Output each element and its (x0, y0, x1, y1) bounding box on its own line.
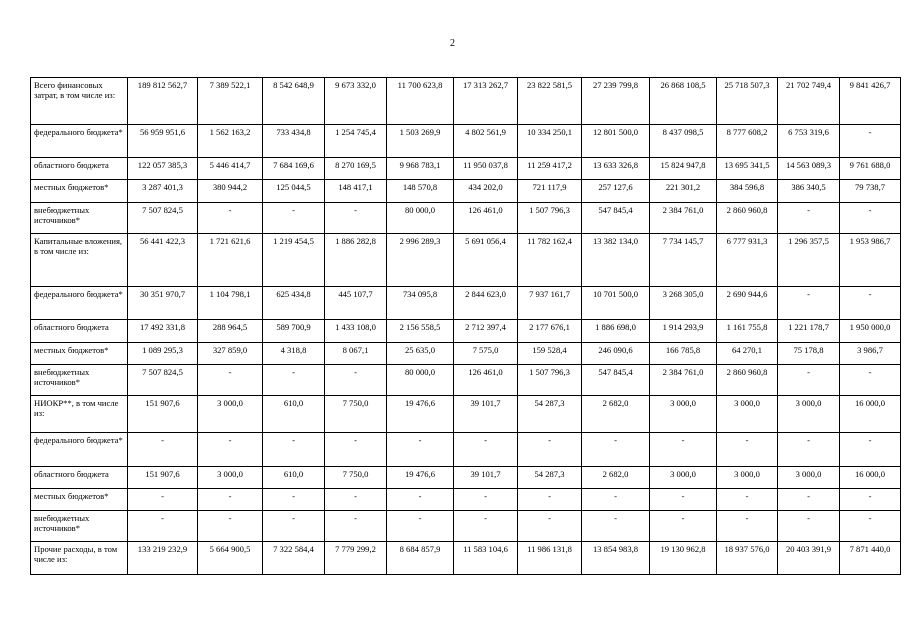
value-cell: 2 690 944,6 (717, 287, 778, 320)
value-cell: 246 090,6 (582, 343, 650, 365)
value-cell: - (840, 365, 901, 396)
table-row (31, 158, 901, 180)
value-cell: 8 777 608,2 (717, 125, 778, 158)
value-cell: 1 886 282,8 (325, 234, 387, 287)
value-cell: 11 950 037,8 (454, 158, 518, 180)
value-cell: - (198, 365, 263, 396)
value-cell: 2 682,0 (582, 396, 650, 433)
value-cell: - (582, 433, 650, 467)
value-cell: 1 562 163,2 (198, 125, 263, 158)
value-cell: 3 986,7 (840, 343, 901, 365)
value-cell: - (778, 287, 840, 320)
table-row (31, 365, 901, 396)
value-cell: 2 384 761,0 (650, 365, 717, 396)
row-label: областного бюджета (31, 158, 128, 180)
value-cell: 17 313 262,7 (454, 78, 518, 125)
value-cell: - (325, 203, 387, 234)
value-cell: 19 130 962,8 (650, 542, 717, 575)
value-cell: 80 000,0 (387, 203, 454, 234)
value-cell: - (650, 511, 717, 542)
row-label: федерального бюджета* (31, 125, 128, 158)
table-row (31, 78, 901, 125)
value-cell: 16 000,0 (840, 467, 901, 489)
value-cell: 2 844 623,0 (454, 287, 518, 320)
value-cell: - (840, 511, 901, 542)
value-cell: 9 673 332,0 (325, 78, 387, 125)
value-cell: 1 219 454,5 (263, 234, 325, 287)
row-label: областного бюджета (31, 467, 128, 489)
value-cell: 7 507 824,5 (128, 203, 198, 234)
table-row (31, 489, 901, 511)
value-cell: 11 782 162,4 (518, 234, 582, 287)
value-cell: - (650, 489, 717, 511)
value-cell: - (325, 365, 387, 396)
page-number: 2 (450, 38, 455, 49)
value-cell: 221 301,2 (650, 180, 717, 203)
value-cell: 1 886 698,0 (582, 320, 650, 343)
value-cell: 4 318,8 (263, 343, 325, 365)
value-cell: - (717, 433, 778, 467)
value-cell: 21 702 749,4 (778, 78, 840, 125)
value-cell: 547 845,4 (582, 203, 650, 234)
value-cell: 8 542 648,9 (263, 78, 325, 125)
value-cell: 189 812 562,7 (128, 78, 198, 125)
value-cell: - (840, 433, 901, 467)
value-cell: 148 417,1 (325, 180, 387, 203)
value-cell: 7 871 440,0 (840, 542, 901, 575)
value-cell: - (263, 433, 325, 467)
value-cell: 13 382 134,0 (582, 234, 650, 287)
value-cell: 13 695 341,5 (717, 158, 778, 180)
value-cell: - (840, 125, 901, 158)
value-cell: 2 860 960,8 (717, 203, 778, 234)
value-cell: 380 944,2 (198, 180, 263, 203)
value-cell: 64 270,1 (717, 343, 778, 365)
value-cell: 11 259 417,2 (518, 158, 582, 180)
value-cell: 257 127,6 (582, 180, 650, 203)
value-cell: 2 177 676,1 (518, 320, 582, 343)
value-cell: - (325, 489, 387, 511)
value-cell: 1 296 357,5 (778, 234, 840, 287)
value-cell: 9 761 688,0 (840, 158, 901, 180)
value-cell: 733 434,8 (263, 125, 325, 158)
value-cell: - (263, 489, 325, 511)
value-cell: 434 202,0 (454, 180, 518, 203)
value-cell: 6 777 931,3 (717, 234, 778, 287)
row-label: Прочие расходы, в том числе из: (31, 542, 128, 575)
value-cell: - (263, 511, 325, 542)
value-cell: 610,0 (263, 396, 325, 433)
value-cell: 7 684 169,6 (263, 158, 325, 180)
value-cell: 2 384 761,0 (650, 203, 717, 234)
value-cell: 1 161 755,8 (717, 320, 778, 343)
value-cell: 151 907,6 (128, 467, 198, 489)
value-cell: 11 700 623,8 (387, 78, 454, 125)
value-cell: - (325, 433, 387, 467)
value-cell: 5 446 414,7 (198, 158, 263, 180)
value-cell: 27 239 799,8 (582, 78, 650, 125)
row-label: внебюджетных источников* (31, 203, 128, 234)
value-cell: 7 575,0 (454, 343, 518, 365)
value-cell: - (518, 511, 582, 542)
value-cell: 3 287 401,3 (128, 180, 198, 203)
value-cell: 445 107,7 (325, 287, 387, 320)
value-cell: 75 178,8 (778, 343, 840, 365)
value-cell: 9 841 426,7 (840, 78, 901, 125)
value-cell: 7 734 145,7 (650, 234, 717, 287)
value-cell: 18 937 576,0 (717, 542, 778, 575)
value-cell: 547 845,4 (582, 365, 650, 396)
value-cell: 122 057 385,3 (128, 158, 198, 180)
row-label: Капитальные вложения, в том числе из: (31, 234, 128, 287)
value-cell: 1 507 796,3 (518, 365, 582, 396)
value-cell: 1 254 745,4 (325, 125, 387, 158)
value-cell: - (778, 433, 840, 467)
value-cell: 386 340,5 (778, 180, 840, 203)
value-cell: 2 860 960,8 (717, 365, 778, 396)
value-cell: - (840, 287, 901, 320)
value-cell: - (198, 433, 263, 467)
value-cell: 54 287,3 (518, 396, 582, 433)
value-cell: - (840, 489, 901, 511)
value-cell: 54 287,3 (518, 467, 582, 489)
value-cell: 1 507 796,3 (518, 203, 582, 234)
table-row (31, 320, 901, 343)
value-cell: - (198, 489, 263, 511)
value-cell: - (650, 433, 717, 467)
row-label: федерального бюджета* (31, 287, 128, 320)
table-row (31, 234, 901, 287)
value-cell: 17 492 331,8 (128, 320, 198, 343)
table-row (31, 203, 901, 234)
row-label: федерального бюджета* (31, 433, 128, 467)
value-cell: - (325, 511, 387, 542)
value-cell: 125 044,5 (263, 180, 325, 203)
value-cell: 151 907,6 (128, 396, 198, 433)
value-cell: 7 937 161,7 (518, 287, 582, 320)
value-cell: 133 219 232,9 (128, 542, 198, 575)
value-cell: 4 802 561,9 (454, 125, 518, 158)
value-cell: 13 633 326,8 (582, 158, 650, 180)
row-label: областного бюджета (31, 320, 128, 343)
value-cell: 26 868 108,5 (650, 78, 717, 125)
value-cell: 1 950 000,0 (840, 320, 901, 343)
value-cell: 3 000,0 (650, 396, 717, 433)
value-cell: 3 268 305,0 (650, 287, 717, 320)
row-label: внебюджетных источников* (31, 511, 128, 542)
value-cell: - (518, 489, 582, 511)
value-cell: 3 000,0 (717, 467, 778, 489)
value-cell: 2 156 558,5 (387, 320, 454, 343)
value-cell: 2 996 289,3 (387, 234, 454, 287)
value-cell: 11 583 104,6 (454, 542, 518, 575)
table-row (31, 287, 901, 320)
value-cell: 384 596,8 (717, 180, 778, 203)
value-cell: 15 824 947,8 (650, 158, 717, 180)
value-cell: 126 461,0 (454, 203, 518, 234)
value-cell: 19 476,6 (387, 467, 454, 489)
value-cell: 10 334 250,1 (518, 125, 582, 158)
value-cell: 1 503 269,9 (387, 125, 454, 158)
value-cell: 3 000,0 (198, 396, 263, 433)
value-cell: 1 104 798,1 (198, 287, 263, 320)
value-cell: 9 968 783,1 (387, 158, 454, 180)
row-label: НИОКР**, в том числе из: (31, 396, 128, 433)
value-cell: - (778, 511, 840, 542)
table-row (31, 396, 901, 433)
value-cell: 10 701 500,0 (582, 287, 650, 320)
value-cell: 12 801 500,0 (582, 125, 650, 158)
value-cell: - (454, 433, 518, 467)
value-cell: - (717, 511, 778, 542)
value-cell: 56 441 422,3 (128, 234, 198, 287)
table-row (31, 343, 901, 365)
value-cell: - (582, 511, 650, 542)
value-cell: 1 953 986,7 (840, 234, 901, 287)
value-cell: 7 779 299,2 (325, 542, 387, 575)
value-cell: - (454, 489, 518, 511)
value-cell: 3 000,0 (198, 467, 263, 489)
value-cell: 5 664 900,5 (198, 542, 263, 575)
value-cell: 1 914 293,9 (650, 320, 717, 343)
value-cell: - (128, 489, 198, 511)
value-cell: 14 563 089,3 (778, 158, 840, 180)
table-row (31, 125, 901, 158)
value-cell: 2 712 397,4 (454, 320, 518, 343)
value-cell: 20 403 391,9 (778, 542, 840, 575)
value-cell: 1 433 108,0 (325, 320, 387, 343)
value-cell: 25 718 507,3 (717, 78, 778, 125)
row-label: местных бюджетов* (31, 180, 128, 203)
value-cell: 5 691 056,4 (454, 234, 518, 287)
value-cell: 3 000,0 (717, 396, 778, 433)
value-cell: 25 635,0 (387, 343, 454, 365)
value-cell: 16 000,0 (840, 396, 901, 433)
value-cell: 7 750,0 (325, 396, 387, 433)
value-cell: 7 322 584,4 (263, 542, 325, 575)
value-cell: - (387, 489, 454, 511)
value-cell: 3 000,0 (650, 467, 717, 489)
value-cell: 7 750,0 (325, 467, 387, 489)
value-cell: 19 476,6 (387, 396, 454, 433)
value-cell: 8 067,1 (325, 343, 387, 365)
table-row (31, 467, 901, 489)
value-cell: 1 721 621,6 (198, 234, 263, 287)
value-cell: 721 117,9 (518, 180, 582, 203)
value-cell: 1 089 295,3 (128, 343, 198, 365)
value-cell: - (198, 203, 263, 234)
value-cell: 625 434,8 (263, 287, 325, 320)
value-cell: 56 959 951,6 (128, 125, 198, 158)
row-label: местных бюджетов* (31, 343, 128, 365)
value-cell: - (840, 203, 901, 234)
value-cell: - (128, 511, 198, 542)
value-cell: 39 101,7 (454, 467, 518, 489)
value-cell: 734 095,8 (387, 287, 454, 320)
value-cell: 610,0 (263, 467, 325, 489)
value-cell: 80 000,0 (387, 365, 454, 396)
value-cell: - (518, 433, 582, 467)
row-label: местных бюджетов* (31, 489, 128, 511)
value-cell: 159 528,4 (518, 343, 582, 365)
value-cell: 126 461,0 (454, 365, 518, 396)
row-label: Всего финансовых затрат, в том числе из: (31, 78, 128, 125)
value-cell: 39 101,7 (454, 396, 518, 433)
value-cell: 6 753 319,6 (778, 125, 840, 158)
value-cell: - (387, 511, 454, 542)
value-cell: 13 854 983,8 (582, 542, 650, 575)
value-cell: 148 570,8 (387, 180, 454, 203)
table-row (31, 433, 901, 467)
value-cell: - (198, 511, 263, 542)
value-cell: 3 000,0 (778, 467, 840, 489)
value-cell: 7 507 824,5 (128, 365, 198, 396)
value-cell: 8 437 098,5 (650, 125, 717, 158)
table-row (31, 180, 901, 203)
value-cell: - (263, 203, 325, 234)
value-cell: 288 964,5 (198, 320, 263, 343)
value-cell: 23 822 581,5 (518, 78, 582, 125)
value-cell: 1 221 178,7 (778, 320, 840, 343)
value-cell: 2 682,0 (582, 467, 650, 489)
value-cell: 327 859,0 (198, 343, 263, 365)
financing-table (30, 77, 901, 575)
value-cell: - (128, 433, 198, 467)
value-cell: - (454, 511, 518, 542)
value-cell: 7 389 522,1 (198, 78, 263, 125)
table-row (31, 511, 901, 542)
value-cell: - (387, 433, 454, 467)
table-row (31, 542, 901, 575)
value-cell: 3 000,0 (778, 396, 840, 433)
value-cell: 589 700,9 (263, 320, 325, 343)
value-cell: - (778, 203, 840, 234)
value-cell: 30 351 970,7 (128, 287, 198, 320)
value-cell: 8 270 169,5 (325, 158, 387, 180)
value-cell: 79 738,7 (840, 180, 901, 203)
value-cell: 11 986 131,8 (518, 542, 582, 575)
value-cell: 8 684 857,9 (387, 542, 454, 575)
value-cell: - (778, 365, 840, 396)
value-cell: - (717, 489, 778, 511)
value-cell: 166 785,8 (650, 343, 717, 365)
row-label: внебюджетных источников* (31, 365, 128, 396)
table-body (31, 78, 901, 575)
value-cell: - (778, 489, 840, 511)
value-cell: - (263, 365, 325, 396)
value-cell: - (582, 489, 650, 511)
